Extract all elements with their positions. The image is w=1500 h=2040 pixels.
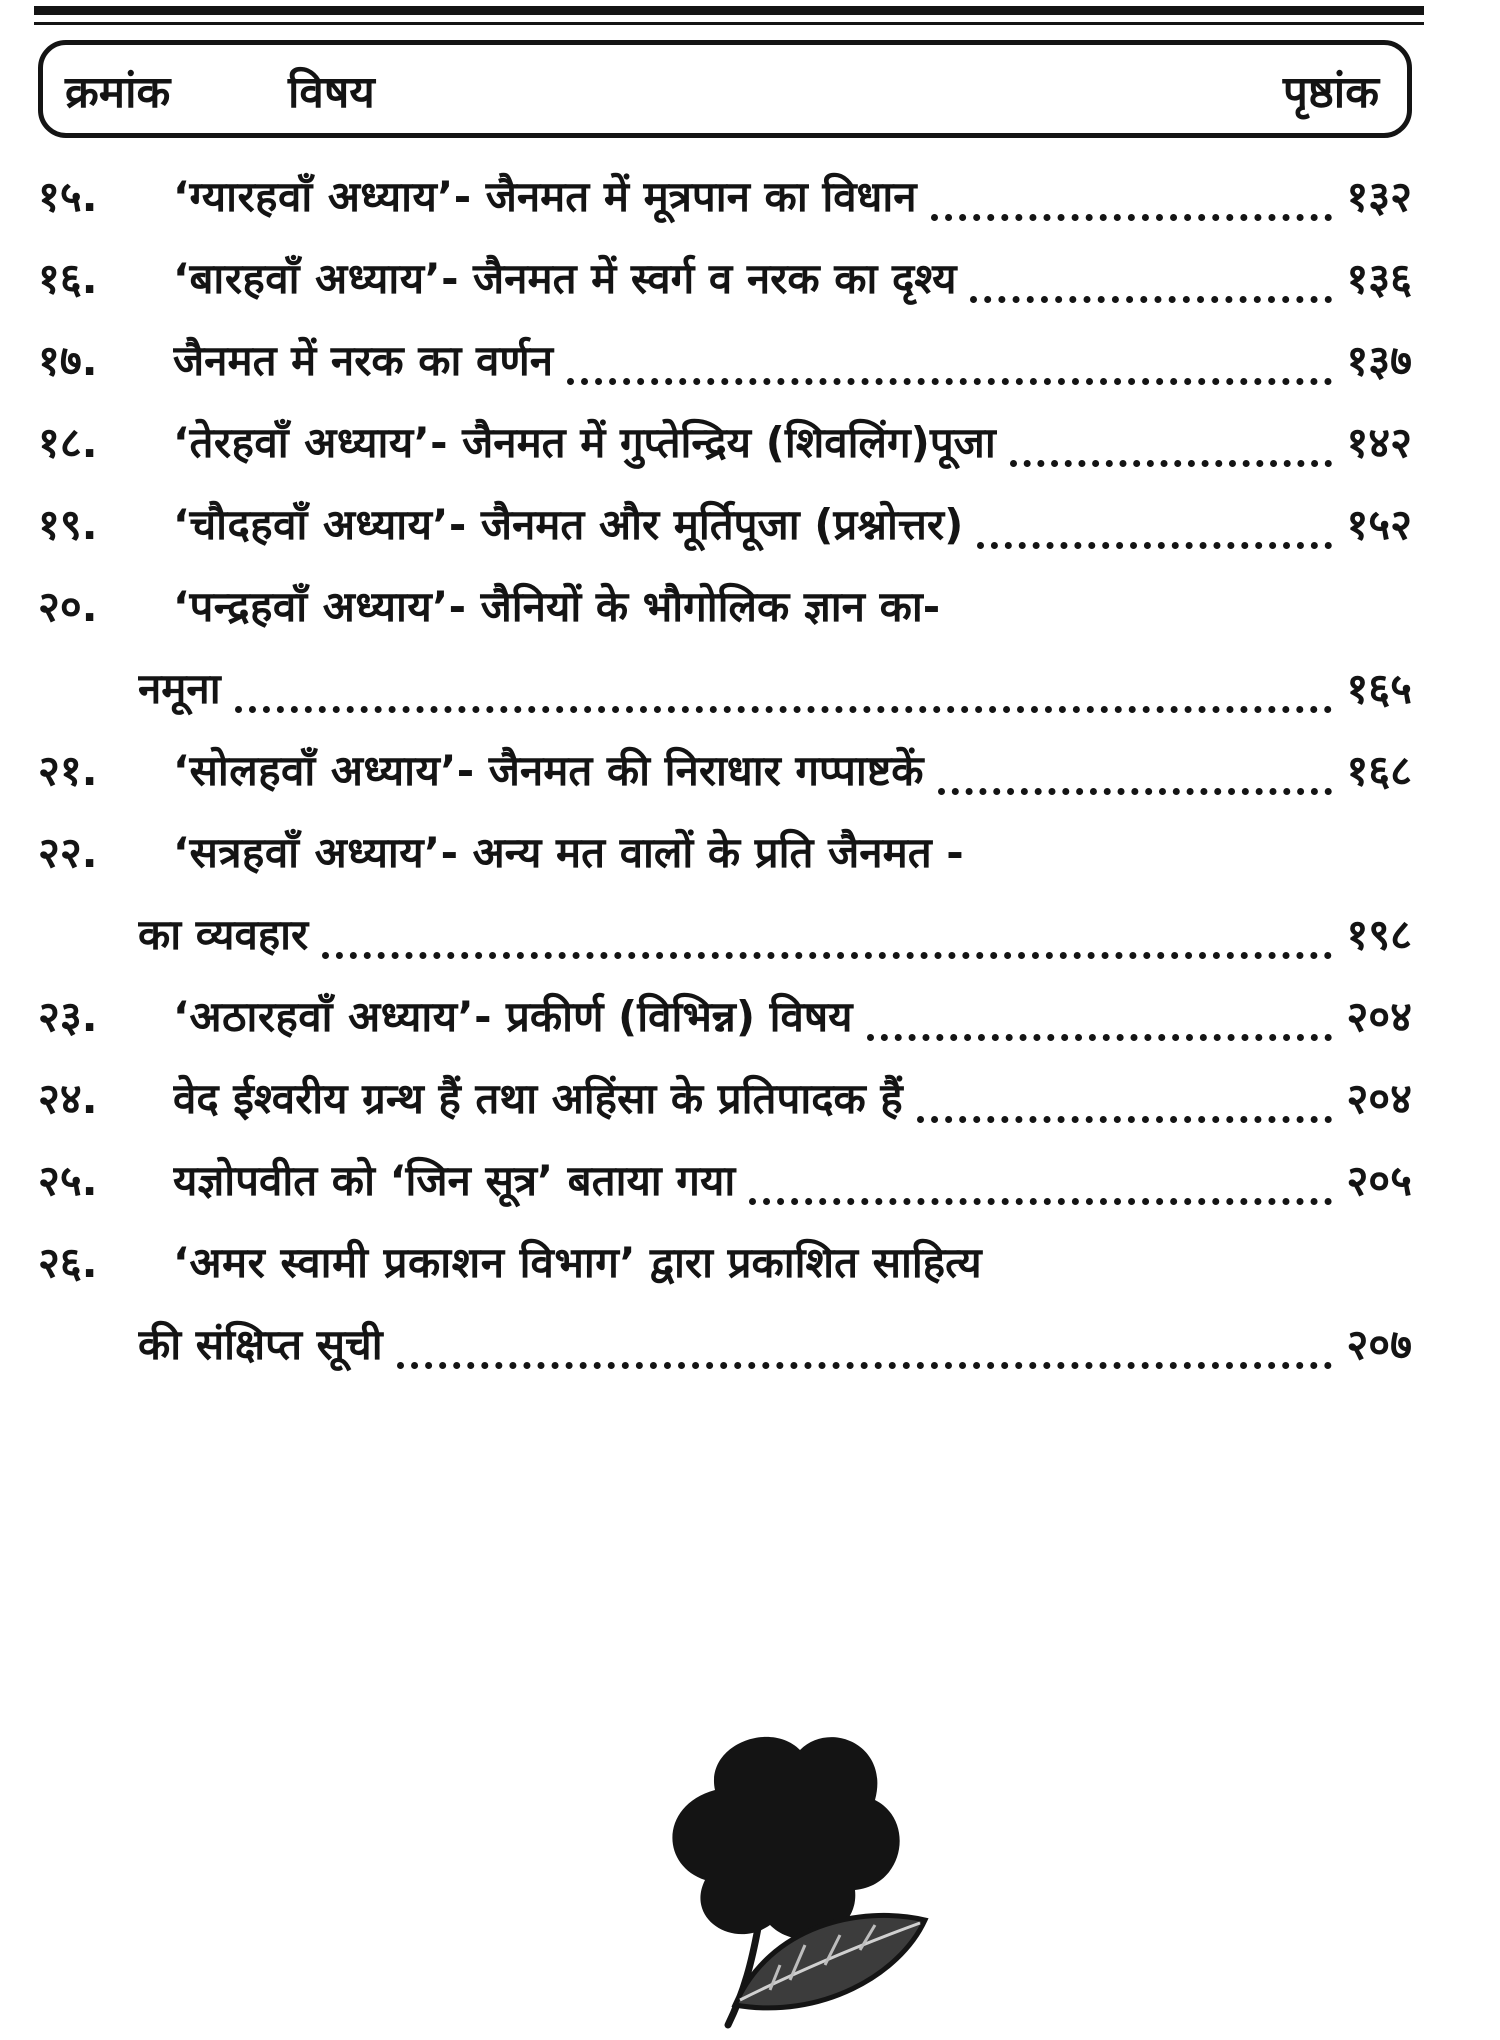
page-number: १६८ <box>1346 746 1412 795</box>
dot-leader <box>970 256 1332 303</box>
page-number: १३७ <box>1346 336 1412 385</box>
toc-entry-20 <box>38 566 1412 648</box>
entry-number: १८. <box>38 418 98 467</box>
table-of-contents <box>38 156 1412 1386</box>
chapter-label: ‘सत्रहवाँ अध्याय’- <box>173 828 459 877</box>
toc-entry-18 <box>38 402 1412 484</box>
entry-number: १६. <box>38 254 98 303</box>
toc-entry-19 <box>38 484 1412 566</box>
entry-title-continued: का व्यवहार <box>138 910 309 959</box>
toc-entry-23 <box>38 976 1412 1058</box>
dot-leader <box>938 748 1333 795</box>
entry-title: द्वारा प्रकाशित साहित्य <box>649 1238 982 1287</box>
toc-entry-15 <box>38 156 1412 238</box>
chapter-label: ‘अमर स्वामी प्रकाशन विभाग’ <box>173 1238 636 1287</box>
chapter-label: ‘बारहवाँ अध्याय’- <box>173 254 460 303</box>
top-rule-thin <box>34 22 1424 25</box>
toc-entry-24 <box>38 1058 1412 1140</box>
chapter-label: ‘तेरहवाँ अध्याय’- <box>173 418 449 467</box>
entry-number: १७. <box>38 336 98 385</box>
dot-leader <box>397 1322 1333 1369</box>
dot-leader <box>235 666 1333 713</box>
dot-leader <box>867 994 1333 1041</box>
toc-entry-22 <box>38 812 1412 894</box>
entry-number: १९. <box>38 500 98 549</box>
toc-entry-22-continued <box>38 894 1412 976</box>
toc-entry-26-continued <box>38 1304 1412 1386</box>
toc-entry-16 <box>38 238 1412 320</box>
chapter-label: ‘सोलहवाँ अध्याय’- <box>173 746 475 795</box>
page-number: २०७ <box>1346 1320 1412 1369</box>
page-number: १३६ <box>1346 254 1412 303</box>
chapter-label: ‘चौदहवाँ अध्याय’- <box>173 500 467 549</box>
page-number: १९८ <box>1346 910 1412 959</box>
toc-entry-26 <box>38 1222 1412 1304</box>
dot-leader <box>1010 420 1333 467</box>
subject-header: विषय <box>288 67 375 118</box>
page-header: पृष्ठांक <box>1282 67 1379 118</box>
entry-title: जैनमत में नरक का वर्णन <box>173 336 554 385</box>
dot-leader <box>917 1076 1333 1123</box>
entry-number: २४. <box>38 1074 98 1123</box>
entry-number: २१. <box>38 746 98 795</box>
dot-leader <box>567 338 1332 385</box>
entry-title: अन्य मत वालों के प्रति जैनमत - <box>472 828 964 877</box>
table-header <box>38 40 1412 138</box>
toc-entry-21 <box>38 730 1412 812</box>
toc-entry-17 <box>38 320 1412 402</box>
page-number: १३२ <box>1346 172 1412 221</box>
top-rule-thick <box>34 6 1424 15</box>
entry-title: जैनमत में स्वर्ग व नरक का दृश्य <box>473 254 957 303</box>
entry-title: यज्ञोपवीत को ‘जिन सूत्र’ बताया गया <box>173 1156 736 1205</box>
dot-leader <box>322 912 1332 959</box>
toc-entry-25 <box>38 1140 1412 1222</box>
dot-leader <box>931 174 1333 221</box>
entry-number: २५. <box>38 1156 98 1205</box>
entry-title: जैनमत में गुप्तेन्द्रिय (शिवलिंग)पूजा <box>462 418 996 467</box>
flower-leaf-ornament-icon <box>640 1720 940 2040</box>
page-number: २०४ <box>1346 992 1412 1041</box>
entry-number: २०. <box>38 582 98 631</box>
page-number: २०५ <box>1346 1156 1412 1205</box>
entry-number: १५. <box>38 172 98 221</box>
page-number: १६५ <box>1346 664 1412 713</box>
chapter-label: ‘ग्यारहवाँ अध्याय’- <box>173 172 472 221</box>
dot-leader <box>977 502 1332 549</box>
dot-leader <box>749 1158 1332 1205</box>
entry-title: वेद ईश्वरीय ग्रन्थ हैं तथा अहिंसा के प्रतिपादक हैं <box>173 1074 903 1123</box>
entry-title: प्रकीर्ण (विभिन्न) विषय <box>506 992 853 1041</box>
entry-number: २२. <box>38 828 98 877</box>
entry-number: २६. <box>38 1238 98 1287</box>
page-number: १४२ <box>1346 418 1412 467</box>
entry-title: जैनमत और मूर्तिपूजा (प्रश्नोत्तर) <box>480 500 964 549</box>
entry-title-continued: नमूना <box>138 664 221 713</box>
entry-title-continued: की संक्षिप्त सूची <box>138 1320 383 1369</box>
page-number: २०४ <box>1346 1074 1412 1123</box>
chapter-label: ‘अठारहवाँ अध्याय’- <box>173 992 493 1041</box>
entry-number: २३. <box>38 992 98 1041</box>
page-number: १५२ <box>1346 500 1412 549</box>
entry-title: जैनियों के भौगोलिक ज्ञान का- <box>480 582 941 631</box>
toc-entry-20-continued <box>38 648 1412 730</box>
serial-header: क्रमांक <box>65 67 171 118</box>
entry-title: जैनमत की निराधार गप्पाष्टकें <box>488 746 924 795</box>
chapter-label: ‘पन्द्रहवाँ अध्याय’- <box>173 582 467 631</box>
entry-title: जैनमत में मूत्रपान का विधान <box>485 172 917 221</box>
